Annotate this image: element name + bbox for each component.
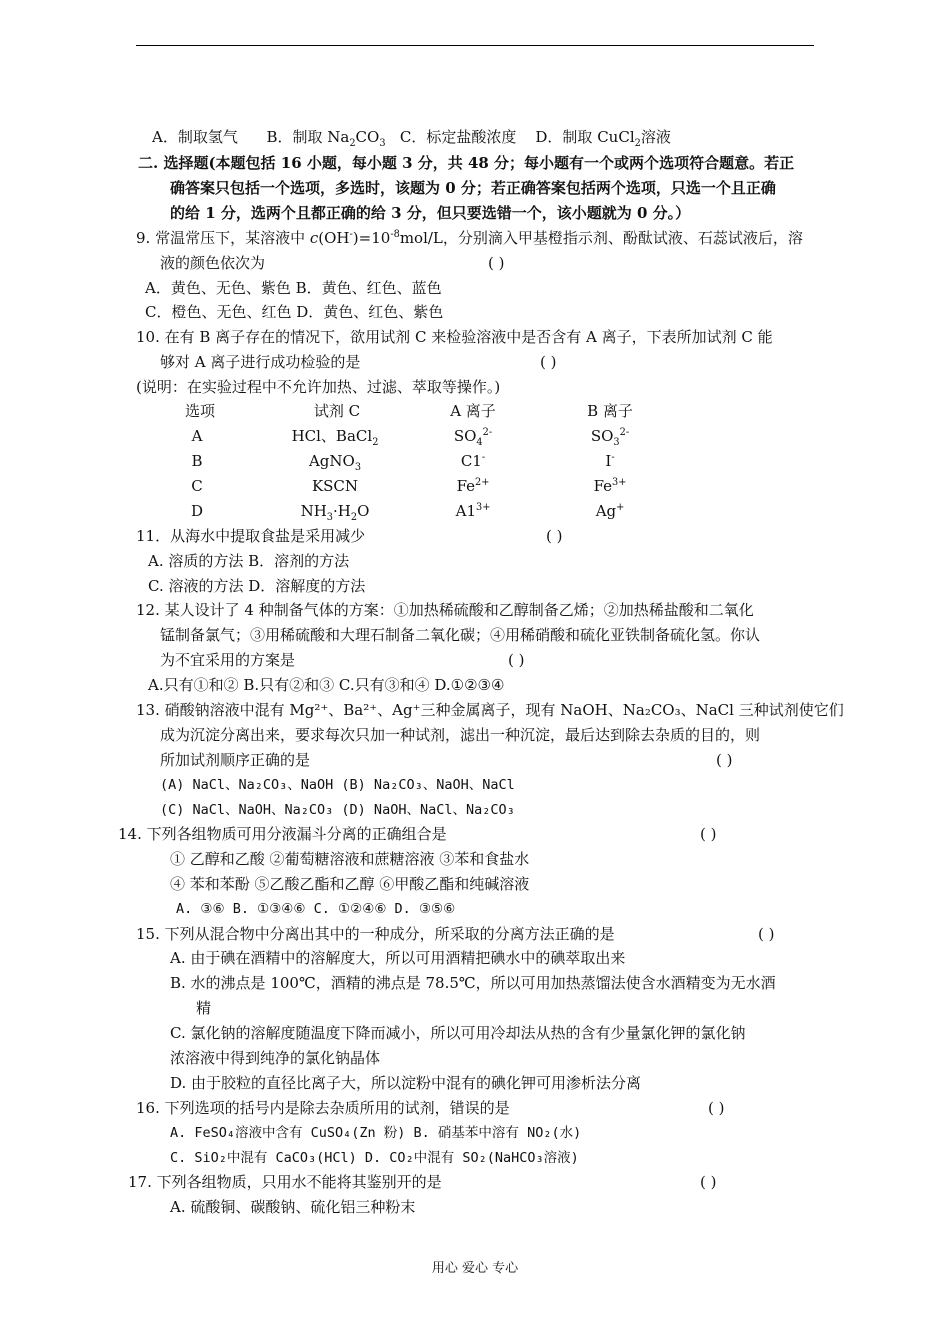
table-cell-b-ion: $Fe^{3+}$ (593, 477, 627, 495)
q13-stem: 13. 硝酸钠溶液中混有 Mg²⁺、Ba²⁺、Ag⁺三种金属离子，现有 NaOH、Na₂CO₃、NaCl 三种试剂使它们 (136, 701, 844, 719)
q14-items-line2: ④ 苯和苯酚 ⑤乙酸乙酯和乙醇 ⑥甲酸乙酯和纯碱溶液 (170, 875, 530, 893)
q13-answer-blank[interactable]: ( ) (716, 751, 733, 769)
q12-stem: 12. 某人设计了 4 种制备气体的方案：①加热稀硫酸和乙醇制备乙烯；②加热稀盐酸和二氧化 (136, 601, 754, 619)
table-row: D (190, 502, 204, 520)
q12-stem-line3: 为不宜采用的方案是 (160, 651, 296, 669)
q15-option-d: D. 由于胶粒的直径比离子大，所以淀粉中混有的碘化钾可用渗析法分离 (170, 1074, 642, 1092)
table-row: A (191, 427, 203, 445)
q11-stem: 11．从海水中提取食盐是采用减少 (136, 527, 366, 545)
table-cell-a-ion: $A1^{3+}$ (455, 502, 491, 520)
q12-options: A.只有①和② B.只有②和③ C.只有③和④ D.①②③④ (148, 676, 505, 694)
table-cell-a-ion: C1- (460, 452, 486, 470)
table-cell-b-ion: I- (605, 452, 615, 470)
table-header-b-ion: B 离子 (587, 402, 633, 420)
table-header-reagent: 试剂 C (313, 402, 361, 420)
table-cell-reagent: $NH_3\cdot H_2O$ (300, 502, 370, 523)
q9-answer-blank[interactable]: ( ) (488, 254, 505, 272)
option-c: C．标定盐酸浓度 (399, 128, 517, 146)
q9-options-ab: A．黄色、无色、紫色 B．黄色、红色、蓝色 (145, 279, 442, 297)
table-row: B (191, 452, 203, 470)
q15-option-b: B. 水的沸点是 100℃，酒精的沸点是 78.5℃，所以可用加热蒸馏法使含水酒精变为无水酒 (170, 974, 776, 992)
q16-options-cd: C. SiO₂中混有 CaCO₃(HCl) D. CO₂中混有 SO₂(NaHCO₃溶液) (170, 1150, 579, 1166)
q14-stem: 14. 下列各组物质可用分液漏斗分离的正确组合是 (118, 825, 447, 843)
q11-options-ab: A. 溶质的方法 B．溶剂的方法 (148, 552, 350, 570)
q15-option-b-line2: 精 (196, 999, 212, 1017)
q13-stem-line3: 所加试剂顺序正确的是 (160, 751, 311, 769)
q10-note: (说明：在实验过程中不允许加热、过滤、萃取等操作。) (136, 378, 501, 396)
q13-stem-line2: 成为沉淀分离出来，要求每次只加一种试剂，滤出一种沉淀，最后达到除去杂质的目的，则 (160, 726, 761, 744)
section-heading: 二. 选择题(本题包括 16 小题，每小题 3 分，共 48 分；每小题有一个或两个选项符合题意。若正 (138, 154, 795, 172)
table-header-option: 选项 (184, 402, 215, 420)
q9-stem: 9. 常温常压下，某溶液中 $c(OH^-)=10^{-8}mol/L$，分别滴入甲基橙指示剂、酚酞试液、石蕊试液后，溶 (136, 229, 803, 247)
table-row: C (191, 477, 203, 495)
table-cell-a-ion: $SO_4^{2-}$ (453, 427, 493, 448)
table-cell-b-ion: Ag+ (595, 502, 625, 520)
section-heading-line2: 确答案只包括一个选项，多选时，该题为 0 分；若正确答案包括两个选项，只选一个且正确 (170, 179, 776, 197)
q15-stem: 15. 下列从混合物中分离出其中的一种成分，所采取的分离方法正确的是 (136, 925, 615, 943)
q17-stem: 17. 下列各组物质，只用水不能将其鉴别开的是 (128, 1173, 442, 1191)
option-b: B．制取 $Na_2CO_3$ (266, 128, 386, 149)
q15-answer-blank[interactable]: ( ) (758, 925, 775, 943)
q12-stem-line2: 锰制备氯气；③用稀硫酸和大理石制备二氧化碳；④用稀硝酸和硫化亚铁制备硫化氢。你认 (160, 626, 761, 644)
q15-option-a: A. 由于碘在酒精中的溶解度大，所以可用酒精把碘水中的碘萃取出来 (170, 949, 626, 967)
q14-items-line1: ① 乙醇和乙酸 ②葡萄糖溶液和蔗糖溶液 ③苯和食盐水 (170, 850, 530, 868)
q10-stem: 10. 在有 B 离子存在的情况下，欲用试剂 C 来检验溶液中是否含有 A 离子，下表所加试剂 C 能 (136, 328, 773, 346)
q15-option-c-line2: 浓溶液中得到纯净的氯化钠晶体 (170, 1049, 381, 1067)
q15-option-c: C. 氯化钠的溶解度随温度下降而减小，所以可用冷却法从热的含有少量氯化钾的氯化钠 (170, 1024, 746, 1042)
table-cell-reagent: AgNO$_3$ (308, 452, 362, 473)
table-cell-reagent: KSCN (311, 477, 359, 495)
q10-stem-line2: 够对 A 离子进行成功检验的是 (160, 353, 361, 371)
option-d: D．制取 CuCl$_2$溶液 (535, 128, 671, 149)
q16-options-ab: A. FeSO₄溶液中含有 CuSO₄(Zn 粉) B. 硝基苯中溶有 NO₂(水) (170, 1125, 582, 1141)
q13-options-ab: (A) NaCl、Na₂CO₃、NaOH (B) Na₂CO₃、NaOH、NaCl (160, 777, 515, 793)
page-footer: 用心 爱心 专心 (431, 1261, 519, 1276)
q14-options: A. ③⑥ B. ①③④⑥ C. ①②④⑥ D. ③⑤⑥ (176, 901, 456, 917)
q11-answer-blank[interactable]: ( ) (546, 527, 563, 545)
q9-options-cd: C．橙色、无色、红色 D．黄色、红色、紫色 (145, 303, 444, 321)
table-cell-a-ion: $Fe^{2+}$ (456, 477, 490, 495)
q9-stem-line2: 液的颜色依次为 (160, 254, 266, 272)
q14-answer-blank[interactable]: ( ) (700, 825, 717, 843)
section-heading-line3: 的给 1 分，选两个且都正确的给 3 分，但只要选错一个，该小题就为 0 分。） (170, 204, 691, 222)
q16-answer-blank[interactable]: ( ) (708, 1099, 725, 1117)
header-rule (136, 45, 814, 46)
table-cell-b-ion: $SO_3^{2-}$ (590, 427, 630, 448)
option-a: A．制取氢气 (152, 128, 238, 146)
q12-answer-blank[interactable]: ( ) (508, 651, 525, 669)
q11-options-cd: C. 溶液的方法 D．溶解度的方法 (148, 577, 366, 595)
q17-option-a: A. 硫酸铜、碳酸钠、硫化铝三种粉末 (170, 1198, 416, 1216)
table-cell-reagent: HCl、BaCl$_2$ (291, 427, 379, 448)
q10-answer-blank[interactable]: ( ) (540, 353, 557, 371)
q17-answer-blank[interactable]: ( ) (700, 1173, 717, 1191)
table-header-a-ion: A 离子 (450, 402, 496, 420)
q16-stem: 16. 下列选项的括号内是除去杂质所用的试剂，错误的是 (136, 1099, 510, 1117)
q13-options-cd: (C) NaCl、NaOH、Na₂CO₃ (D) NaOH、NaCl、Na₂CO₃ (160, 802, 515, 818)
prev-question-options (152, 126, 671, 148)
